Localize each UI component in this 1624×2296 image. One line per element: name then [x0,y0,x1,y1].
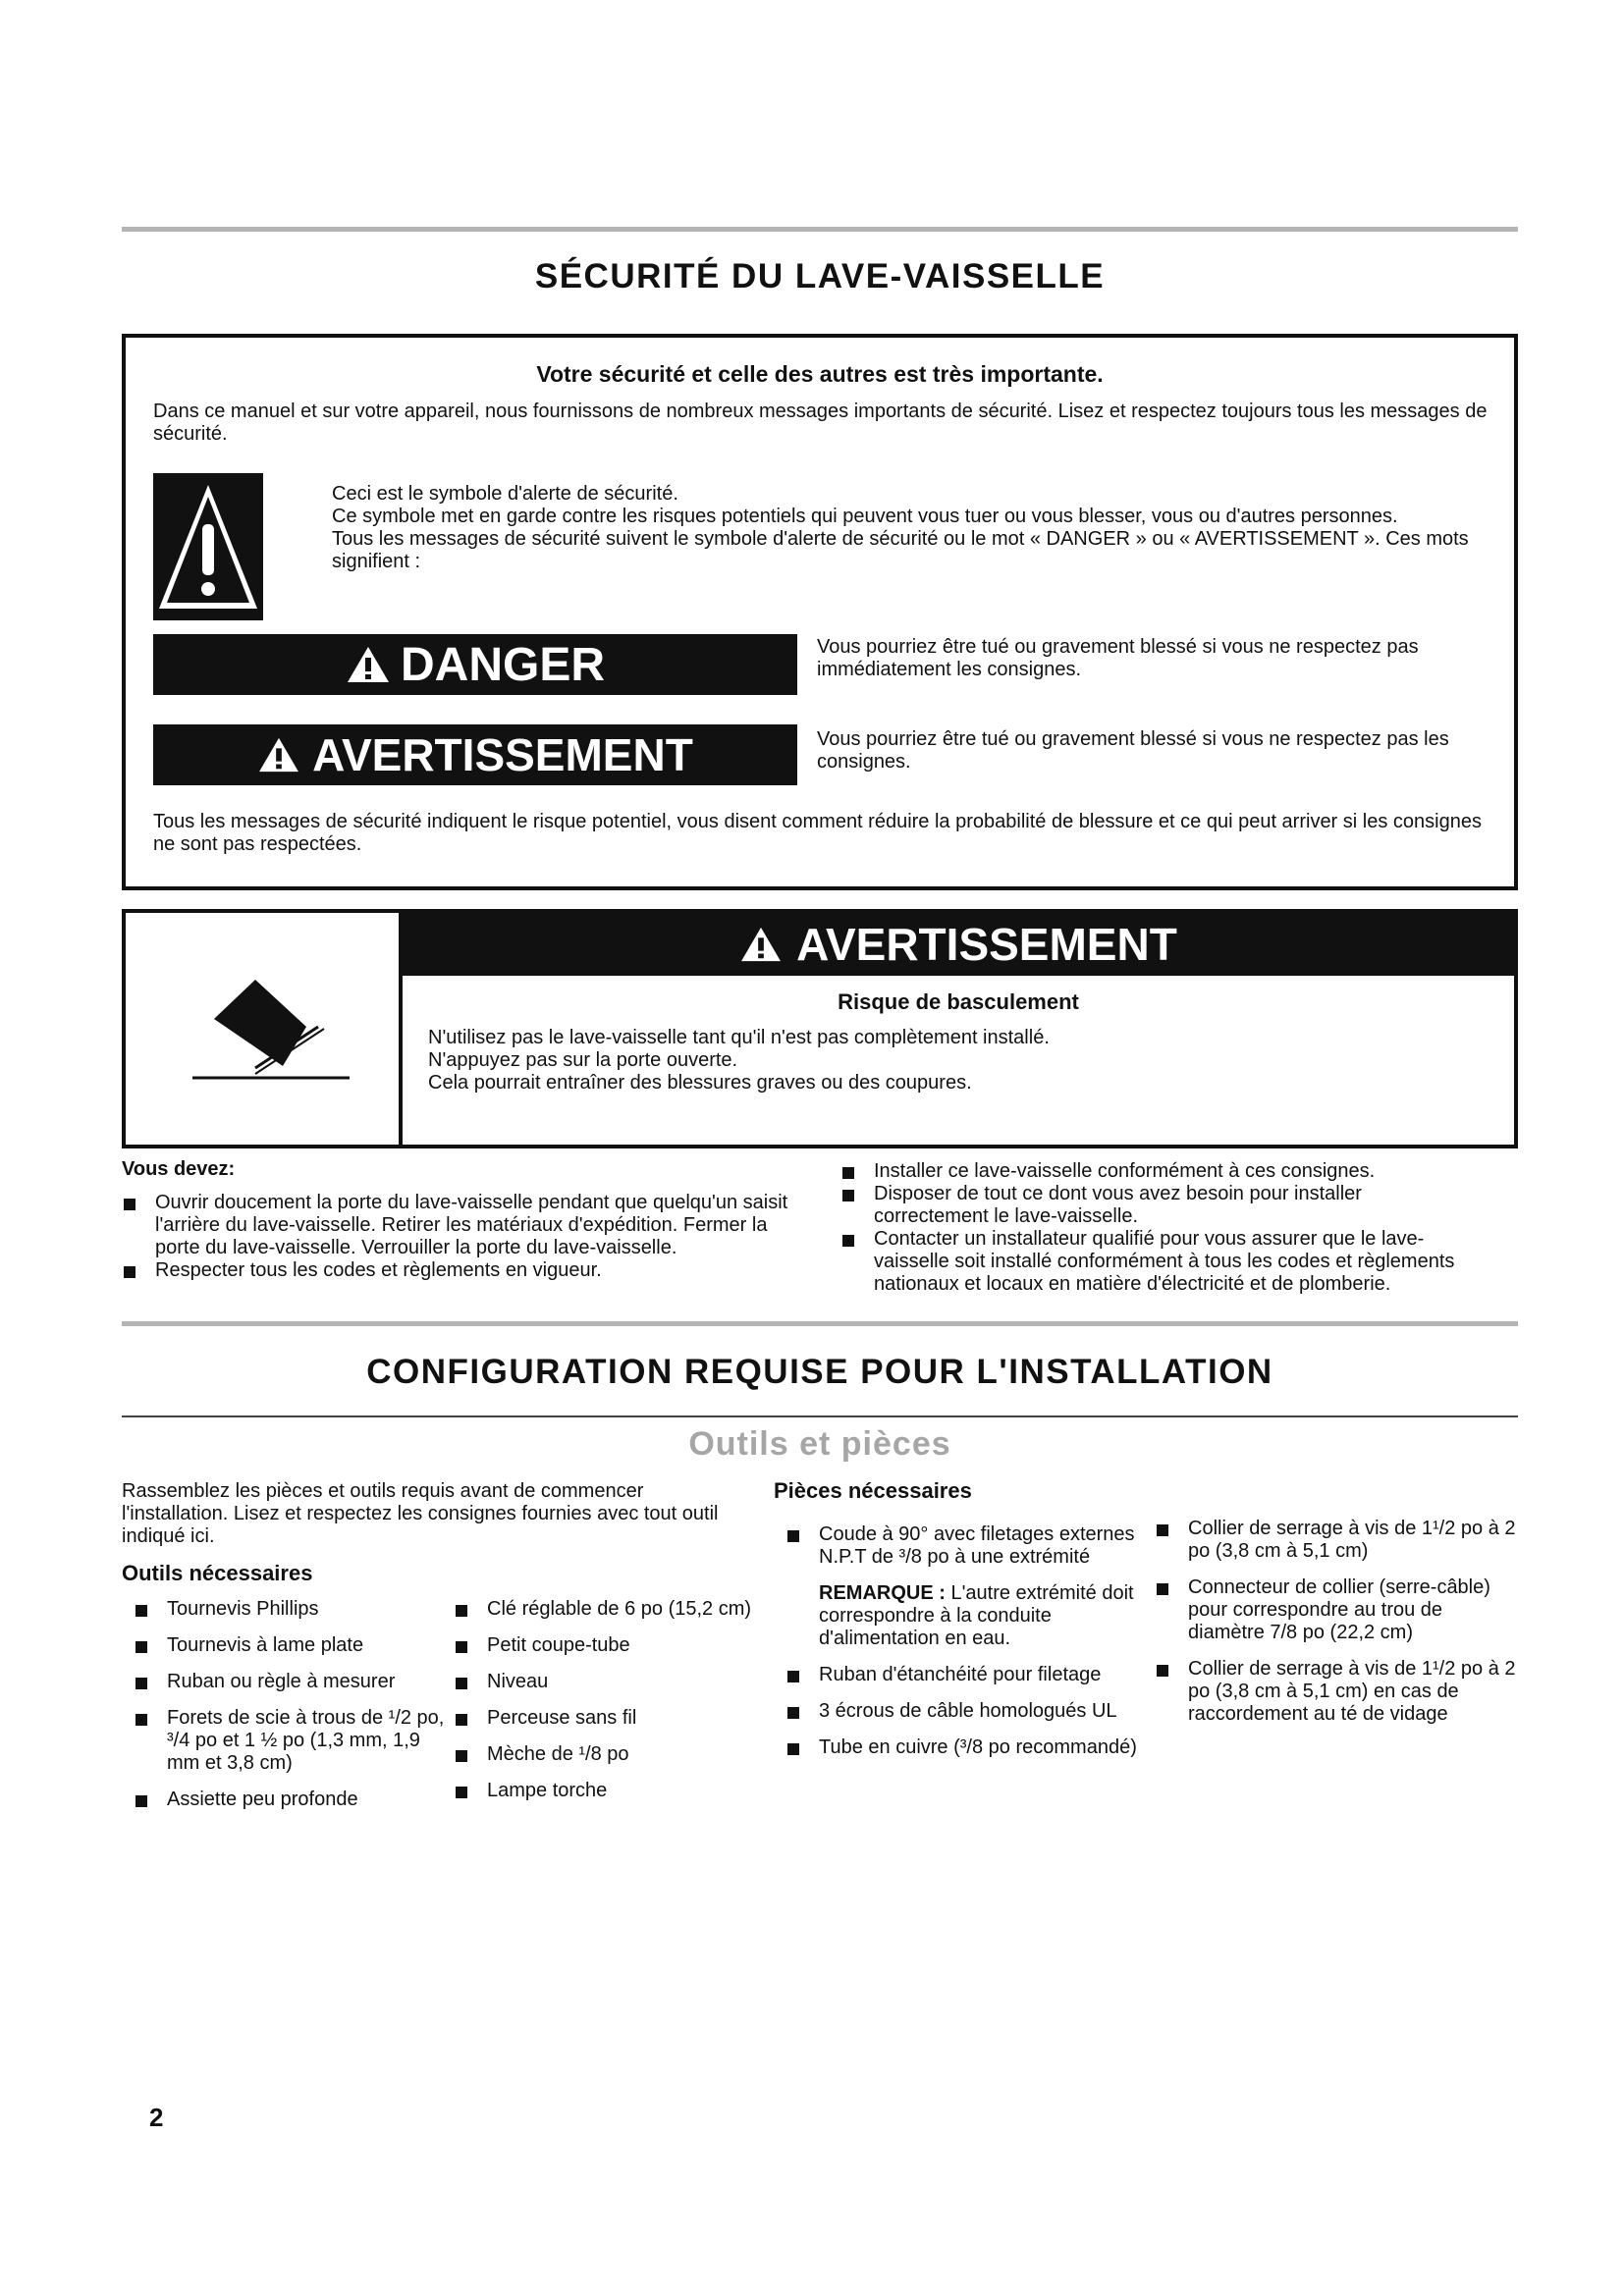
tools-list-col2 [454,1598,758,1816]
mid-rule [122,1321,1518,1326]
tipping-dishwasher-icon [192,978,350,1086]
list-item: Respecter tous les codes et règlements en vigueur. [122,1259,809,1282]
page-number: 2 [149,2103,164,2132]
warning-text: Vous pourriez être tué ou gravement blessé si vous ne respectez pas les consignes. [817,728,1449,773]
list-item: Clé réglable de 6 po (15,2 cm) [454,1598,758,1621]
list-item: Ouvrir doucement la porte du lave-vaisselle pendant que quelqu'un saisit l'arrière du lave-vaisselle. Retirer les matériaux d'expédition. Fermer la porte du lave-vaisselle. Verrouiller la porte du lave-vaisselle. [122,1192,809,1259]
tip-over-warning-box [122,909,1518,1148]
safety-box [122,334,1518,890]
list-item: Connecteur de collier (serre-câble) pour correspondre au trou de diamètre 7/8 po (22,2 cm) [1155,1576,1518,1644]
list-item: Assiette peu profonde [134,1789,448,1811]
exclamation-triangle-icon [153,473,263,620]
must-heading: Vous devez: [122,1158,236,1180]
safety-footer-text: Tous les messages de sécurité indiquent le risque potentiel, vous disent comment réduire la probabilité de blessure et ce qui peut arriver si les consignes ne sont pas respectées. [153,811,1482,855]
list-item: Tournevis Phillips [134,1598,448,1621]
list-item: Petit coupe-tube [454,1634,758,1657]
warning-triangle-icon [346,645,391,684]
symbol-text-line1: Ceci est le symbole d'alerte de sécurité. [332,483,678,505]
tip-warning-line1: N'utilisez pas le lave-vaisselle tant qu'il n'est pas complètement installé. [428,1027,1050,1048]
parts-list-col2 [1155,1518,1518,1739]
list-item: Lampe torche [454,1780,758,1802]
warning-label-bar [153,724,797,785]
symbol-text-line2: Ce symbole met en garde contre les risques potentiels qui peuvent vous tuer ou vous blesser, vous ou d'autres personnes. [332,506,1398,527]
list-item: Installer ce lave-vaisselle conformément à ces consignes. [840,1160,1469,1183]
safety-intro: Dans ce manuel et sur votre appareil, nous fournissons de nombreux messages importants de sécurité. Lisez et respectez toujours tous les messages de sécurité. [153,400,1488,445]
tip-warning-label: AVERTISSEMENT [796,919,1177,970]
danger-label: DANGER [400,638,605,691]
list-item: Tournevis à lame plate [134,1634,448,1657]
remark-text: L'autre extrémité doit correspondre à la conduite d'alimentation en eau. [819,1582,1134,1649]
danger-text: Vous pourriez être tué ou gravement blessé si vous ne respectez pas immédiatement les consignes. [817,636,1419,680]
tools-heading: Outils nécessaires [122,1561,313,1585]
symbol-text-line3: Tous les messages de sécurité suivent le symbole d'alerte de sécurité ou le mot « DANGER » ou « AVERTISSEMENT ». Ces mots signifient : [332,528,1469,572]
config-rule [122,1415,1518,1417]
tools-list-col1 [134,1598,448,1825]
list-item: Mèche de ¹/8 po [454,1743,758,1766]
parts-list-col1 [785,1523,1139,1773]
remark-label: REMARQUE : [819,1582,946,1604]
warning-triangle-icon [739,926,783,963]
list-item: 3 écrous de câble homologués UL [785,1700,1139,1723]
section-title-safety: SÉCURITÉ DU LAVE-VAISSELLE [534,257,1106,295]
safety-alert-symbol [153,473,263,620]
list-item: Tube en cuivre (³/8 po recommandé) [785,1736,1139,1759]
list-item: Disposer de tout ce dont vous avez besoin pour installer correctement le lave-vaisselle. [840,1183,1469,1228]
tip-warning-heading: Risque de basculement [838,989,1079,1014]
section-title-config: CONFIGURATION REQUISE POUR L'INSTALLATION [366,1353,1273,1391]
safety-box-heading: Votre sécurité et celle des autres est très importante. [536,361,1104,387]
parts-heading: Pièces nécessaires [774,1478,972,1503]
config-intro: Rassemblez les pièces et outils requis avant de commencer l'installation. Lisez et respectez les consignes fournies avec tout outil indiqué ici. [122,1480,719,1547]
tip-warning-line3: Cela pourrait entraîner des blessures graves ou des coupures. [428,1072,972,1094]
must-list-left [122,1192,809,1282]
list-item: Contacter un installateur qualifié pour vous assurer que le lave-vaisselle soit installé conformément à tous les codes et règlements nationaux et locaux en matière d'électricité et de plomberie. [840,1228,1469,1296]
warning-triangle-icon [257,736,300,774]
config-subtitle: Outils et pièces [688,1425,951,1463]
warning-label: AVERTISSEMENT [312,729,693,780]
must-list-right [840,1160,1469,1296]
danger-label-bar [153,634,797,695]
list-item: Collier de serrage à vis de 1¹/2 po à 2 po (3,8 cm à 5,1 cm) [1155,1518,1518,1563]
list-item: Coude à 90° avec filetages externes N.P.T de ³/8 po à une extrémité REMARQUE : L'autre extrémité doit correspondre à la conduite d'alimentation en eau. [785,1523,1139,1650]
list-item: Ruban ou règle à mesurer [134,1671,448,1693]
list-item: Ruban d'étanchéité pour filetage [785,1664,1139,1686]
top-rule [122,227,1518,232]
tip-warning-label-bar [403,913,1514,976]
list-item: Perceuse sans fil [454,1707,758,1730]
list-item: Collier de serrage à vis de 1¹/2 po à 2 po (3,8 cm à 5,1 cm) en cas de raccordement au té de vidage [1155,1658,1518,1726]
list-item: Forets de scie à trous de ¹/2 po, ³/4 po et 1 ½ po (1,3 mm, 1,9 mm et 3,8 cm) [134,1707,448,1775]
list-item: Niveau [454,1671,758,1693]
tip-warning-line2: N'appuyez pas sur la porte ouverte. [428,1049,738,1071]
